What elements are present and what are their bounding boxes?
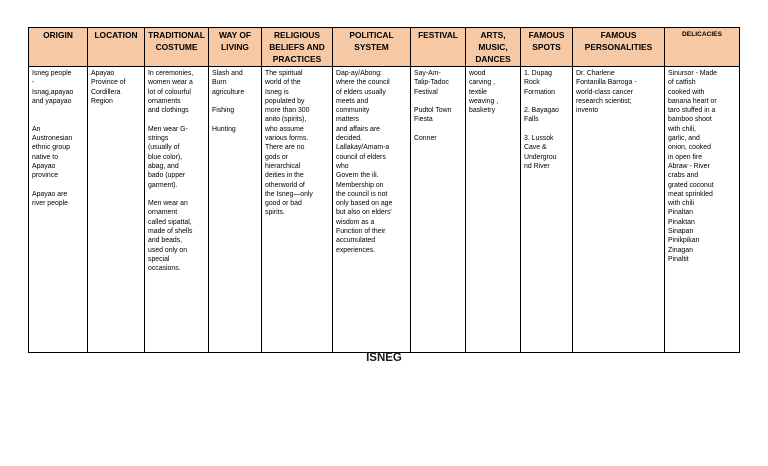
cell-line: native to — [32, 153, 59, 161]
table-caption: ISNEG — [366, 352, 402, 364]
cell-line: wood — [469, 70, 486, 77]
cell-line: - — [32, 79, 35, 87]
cell-line: Men wear G- — [148, 125, 188, 133]
cell-line: made of shells — [148, 228, 193, 236]
cell-line: Formation — [524, 88, 556, 96]
cell-line: matters — [336, 116, 359, 124]
cell-line: world of the — [265, 79, 301, 87]
cell-line: Zinagan — [668, 246, 693, 254]
cell-line: taro stuffed in a — [668, 107, 716, 115]
header-festival: FESTIVAL — [411, 28, 466, 67]
cell-line: Sinursor - Made — [668, 70, 718, 77]
line-gap — [32, 106, 84, 115]
cell-line: Fishing — [212, 107, 235, 115]
cell-line: Dr. Charlene — [576, 70, 615, 77]
cell-line: and clothings — [148, 107, 189, 115]
cell-line: strings — [148, 135, 169, 143]
cell-line: anito (spirits), — [265, 116, 307, 124]
cell-religious-beliefs — [262, 67, 333, 353]
cell-famous-personalities — [573, 67, 665, 353]
cell-line: Sinapan — [668, 228, 694, 236]
cell-line: textile — [469, 88, 488, 96]
cell-line: Hunting — [212, 125, 236, 133]
cell-way-of-living — [209, 67, 262, 353]
cell-line: An — [32, 125, 41, 133]
header-traditional-costume: TRADITIONAL COSTUME — [145, 28, 209, 67]
isneg-table — [28, 27, 740, 353]
cell-line: Burn — [212, 79, 227, 87]
cell-line: meat sprinkled — [668, 190, 713, 198]
cell-line: the council is not — [336, 190, 388, 198]
cell-line: special — [148, 255, 170, 263]
cell-line: populated by — [265, 97, 305, 105]
cell-line: Apayao — [91, 70, 115, 77]
cell-line: Pinaktan — [668, 218, 695, 226]
line-gap — [212, 115, 258, 124]
header-delicacies: DELICACIES — [665, 28, 740, 67]
cell-line: Fontanilla Barroga - — [576, 79, 637, 87]
cell-line: grated coconut — [668, 181, 714, 189]
cell-line: bamboo shoot — [668, 116, 712, 124]
line-gap — [148, 115, 205, 124]
cell-line: Cave & — [524, 144, 547, 152]
cell-line: bado (upper — [148, 172, 186, 180]
cell-line: Govern the ili. — [336, 172, 379, 180]
cell-line: Undergrou — [524, 153, 557, 161]
cell-line: experiences. — [336, 246, 376, 254]
cell-line: carving , — [469, 79, 496, 87]
cell-line: Region — [91, 97, 113, 105]
cell-line: abag, and — [148, 162, 179, 170]
cell-location — [88, 67, 145, 353]
cell-line: various forms. — [265, 135, 309, 143]
cell-line: research scientist; — [576, 97, 632, 105]
cell-line: invento — [576, 107, 599, 115]
cell-line: world-class cancer — [576, 88, 634, 96]
cell-line: with chili — [668, 200, 695, 208]
cell-line: 1. Dupag — [524, 70, 552, 77]
cell-line: Conner — [414, 135, 437, 143]
cell-line: council of elders — [336, 153, 386, 161]
header-religious-beliefs: RELIGIOUS BELIEFS AND PRACTICES — [262, 28, 333, 67]
cell-line: Men wear an — [148, 200, 188, 208]
cell-line: deities in the — [265, 172, 304, 180]
cell-line: nd River — [524, 162, 550, 170]
cell-line: Province of — [91, 79, 126, 87]
cell-line: of catfish — [668, 79, 696, 87]
cell-line: Pinaltit — [668, 255, 689, 263]
cell-line: ornaments — [148, 97, 181, 105]
cell-line: used only on — [148, 246, 188, 254]
cell-line: Cordillera — [91, 88, 121, 96]
cell-line: wisdom as a — [336, 218, 375, 226]
cell-line: banana heart or — [668, 97, 717, 105]
table-row — [29, 67, 740, 353]
cell-line: Talip-Tadoc — [414, 79, 449, 87]
cell-line: Say-Am- — [414, 70, 441, 77]
cell-line: Isneg people — [32, 70, 72, 77]
line-gap — [414, 125, 462, 134]
line-gap — [32, 115, 84, 124]
cell-line: Isneg is — [265, 88, 289, 96]
cell-line: garment). — [148, 181, 178, 189]
header-political-system: POLITICAL SYSTEM — [333, 28, 411, 67]
line-gap — [414, 97, 462, 106]
cell-line: agriculture — [212, 88, 245, 96]
cell-line: women wear a — [148, 79, 193, 87]
cell-line: and beads, — [148, 237, 183, 245]
cell-line: and affairs are — [336, 125, 380, 133]
line-gap — [148, 190, 205, 199]
cell-line: Apayao are — [32, 190, 68, 198]
cell-line: There are no — [265, 144, 305, 152]
cell-line: Pinaltan — [668, 209, 693, 217]
cell-line: blue color), — [148, 153, 183, 161]
cell-line: onion, cooked — [668, 144, 711, 152]
cell-line: Dap-ay/Abong: — [336, 70, 382, 77]
cell-line: Fiesta — [414, 116, 433, 124]
cell-line: ornament — [148, 209, 178, 217]
cell-line: province — [32, 172, 59, 180]
cell-line: the Isneg—only — [265, 190, 313, 198]
cell-line: Apayao — [32, 162, 56, 170]
cell-line: crabs and — [668, 172, 699, 180]
line-gap — [212, 97, 258, 106]
cell-line: Festival — [414, 88, 438, 96]
header-location: LOCATION — [88, 28, 145, 67]
cell-line: occasions. — [148, 265, 181, 273]
cell-line: more than 300 — [265, 107, 310, 115]
cell-political-system — [333, 67, 411, 353]
cell-line: Austronesian — [32, 135, 73, 143]
cell-line: river people — [32, 200, 69, 208]
cell-line: where the council — [336, 79, 390, 87]
cell-festival — [411, 67, 466, 353]
cell-line: good or bad — [265, 200, 302, 208]
cell-line: who — [336, 162, 349, 170]
cell-line: Membership on — [336, 181, 384, 189]
cell-line: accumulated — [336, 237, 376, 245]
cell-line: but also on elders' — [336, 209, 392, 217]
cell-line: Abraw - River — [668, 162, 710, 170]
cell-line: cooked with — [668, 88, 705, 96]
cell-line: Rock — [524, 79, 540, 87]
cell-line: The spiritual — [265, 70, 303, 77]
cell-line: 2. Bayagao — [524, 107, 559, 115]
header-arts-music-dances: ARTS, MUSIC, DANCES — [466, 28, 521, 67]
cell-line: Isnag,apayao — [32, 88, 74, 96]
cell-line: Pudtol Town — [414, 107, 452, 115]
cell-line: otherworld of — [265, 181, 305, 189]
cell-line: In ceremonies, — [148, 70, 194, 77]
cell-line: Lallakay/Amam-a — [336, 144, 390, 152]
cell-famous-spots — [521, 67, 573, 353]
header-origin: ORIGIN — [29, 28, 88, 67]
line-gap — [524, 97, 569, 106]
cell-traditional-costume — [145, 67, 209, 353]
cell-line: community — [336, 107, 370, 115]
cell-line: basketry — [469, 107, 496, 115]
cell-line: meets and — [336, 97, 369, 105]
cell-line: garlic, and — [668, 135, 700, 143]
cell-line: Slash and — [212, 70, 243, 77]
line-gap — [524, 125, 569, 134]
header-row — [29, 28, 740, 67]
cell-line: gods or — [265, 153, 288, 161]
cell-line: in open fire — [668, 153, 703, 161]
cell-line: hierarchical — [265, 162, 301, 170]
cell-line: only based on age — [336, 200, 393, 208]
cell-line: spirits. — [265, 209, 285, 217]
cell-line: decided. — [336, 135, 363, 143]
cell-line: Pinikpikan — [668, 237, 700, 245]
header-famous-spots: FAMOUS SPOTS — [521, 28, 573, 67]
line-gap — [32, 181, 84, 190]
cell-line: called sipattal, — [148, 218, 192, 226]
cell-line: and yapayao — [32, 97, 72, 105]
cell-line: Falls — [524, 116, 539, 124]
cell-line: with chili, — [668, 125, 696, 133]
cell-line: weaving , — [469, 97, 499, 105]
cell-line: who assume — [265, 125, 304, 133]
cell-line: of elders usually — [336, 88, 386, 96]
cell-delicacies — [665, 67, 740, 353]
cell-line: lot of colourful — [148, 88, 191, 96]
cell-arts-music-dances — [466, 67, 521, 353]
cell-origin — [29, 67, 88, 353]
header-way-of-living: WAY OF LIVING — [209, 28, 262, 67]
cell-line: ethnic group — [32, 144, 70, 152]
header-famous-personalities: FAMOUS PERSONALITIES — [573, 28, 665, 67]
cell-line: (usually of — [148, 144, 180, 152]
cell-line: Function of their — [336, 228, 386, 236]
cell-line: 3. Lussok — [524, 135, 554, 143]
